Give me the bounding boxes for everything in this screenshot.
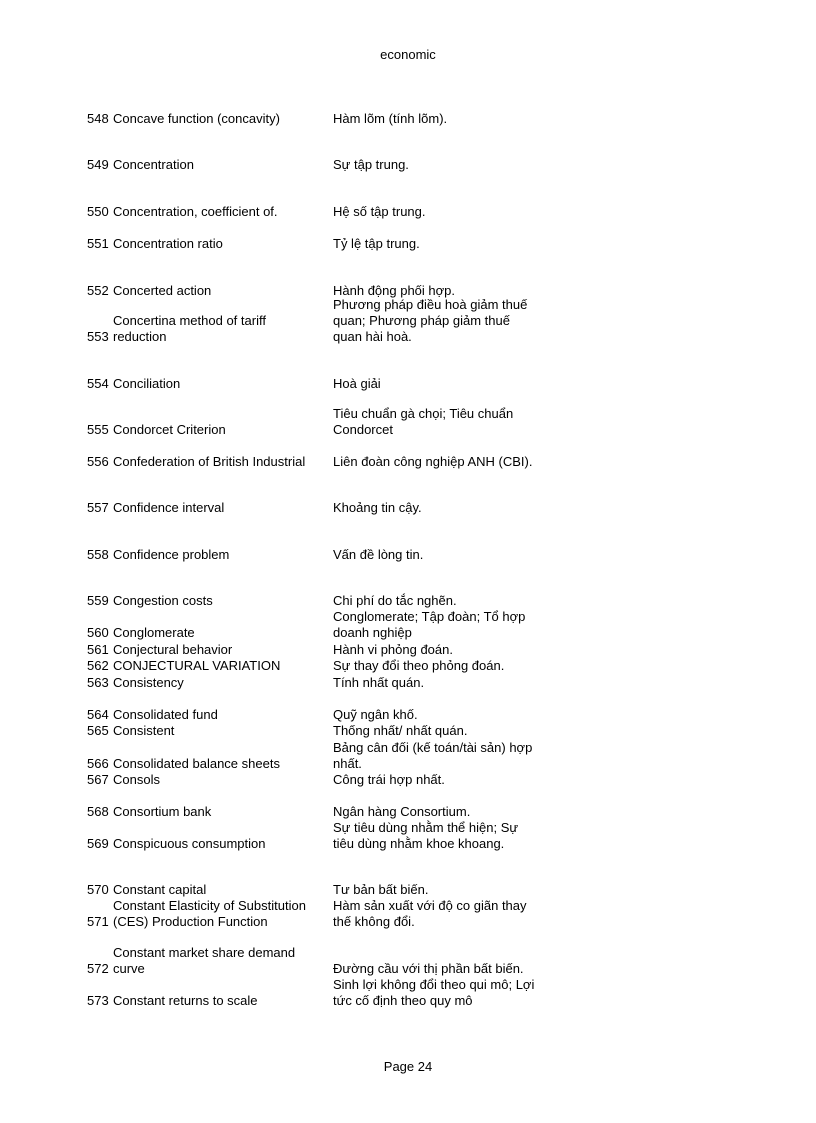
entry-term-line: Concentration, coefficient of.	[113, 204, 278, 219]
entry-translation	[333, 723, 555, 739]
entry-translation-line: Phương pháp điều hoà giảm thuế	[333, 297, 528, 312]
entry-translation-line: Công trái hợp nhất.	[333, 772, 445, 787]
entry-translation	[333, 500, 555, 516]
entry-term-line: Conjectural behavior	[113, 642, 233, 657]
entry-number: 559	[87, 593, 109, 608]
entry-term-line: Concentration	[113, 157, 194, 172]
page-footer: Page 24	[383, 1059, 433, 1074]
entry-number: 572	[87, 961, 109, 976]
entry-translation	[333, 977, 555, 1009]
entry-term	[113, 236, 325, 252]
entry-translation-line: Hoà giải	[333, 376, 381, 391]
entry-number: 569	[87, 836, 109, 851]
entry-number: 560	[87, 625, 109, 640]
entry-term-line: Consortium bank	[113, 804, 212, 819]
entry-term-line: Confidence problem	[113, 547, 230, 562]
entry-translation-line: Ngân hàng Consortium.	[333, 804, 471, 819]
entry-translation-line: Tiêu chuẩn gà chọi; Tiêu chuẩn	[333, 406, 514, 421]
entry-term-line: Confidence interval	[113, 500, 225, 515]
entry-term	[113, 882, 325, 898]
entry-term-line: Concentration ratio	[113, 236, 223, 251]
entry-term-line: Consistency	[113, 675, 184, 690]
entry-term-line: Consolidated balance sheets	[113, 756, 280, 771]
entry-translation	[333, 740, 555, 772]
entry-number: 549	[87, 157, 109, 172]
entry-term	[113, 157, 325, 173]
entry-translation	[333, 804, 555, 820]
entry-translation-line: Chi phí do tắc nghẽn.	[333, 593, 457, 608]
entry-translation-line: tức cố định theo quy mô	[333, 993, 473, 1008]
entry-term	[113, 111, 325, 127]
entry-number: 555	[87, 422, 109, 437]
entry-number: 550	[87, 204, 109, 219]
entry-term-line: curve	[113, 961, 145, 976]
entry-translation-line: doanh nghiệp	[333, 625, 412, 640]
entry-translation-line: Hàm sản xuất với độ co giãn thay	[333, 898, 527, 913]
entry-translation	[333, 675, 555, 691]
entry-term-line: Consols	[113, 772, 160, 787]
entry-translation-line: thế không đổi.	[333, 914, 415, 929]
entry-number: 562	[87, 658, 109, 673]
entry-number: 566	[87, 756, 109, 771]
entry-number: 551	[87, 236, 109, 251]
entry-translation-line: Sự thay đổi theo phỏng đoán.	[333, 658, 505, 673]
entry-translation-line: Bảng cân đối (kế toán/tài sản) hợp	[333, 740, 533, 755]
entry-translation	[333, 547, 555, 563]
entry-term-line: Consistent	[113, 723, 175, 738]
entry-term-line: CONJECTURAL VARIATION	[113, 658, 281, 673]
entry-term-line: Conciliation	[113, 376, 181, 391]
entry-translation-line: Liên đoàn công nghiệp ANH (CBI).	[333, 454, 533, 469]
entry-translation-line: Quỹ ngân khố.	[333, 707, 418, 722]
entry-term	[113, 642, 325, 658]
entry-number: 573	[87, 993, 109, 1008]
entry-translation	[333, 157, 555, 173]
entry-term	[113, 625, 325, 641]
entry-term	[113, 756, 325, 772]
entry-translation-line: Tỷ lệ tập trung.	[333, 236, 420, 251]
entry-number: 554	[87, 376, 109, 391]
entry-translation-line: quan; Phương pháp giảm thuế	[333, 313, 510, 328]
entry-term	[113, 836, 325, 852]
entry-term	[113, 593, 325, 609]
entry-translation	[333, 609, 555, 641]
entry-number: 553	[87, 329, 109, 344]
entry-term	[113, 993, 325, 1009]
entry-term-line: (CES) Production Function	[113, 914, 268, 929]
entry-number: 564	[87, 707, 109, 722]
entry-translation	[333, 376, 555, 392]
entry-translation	[333, 406, 555, 438]
entry-translation-line: nhất.	[333, 756, 362, 771]
entry-translation	[333, 961, 555, 977]
entry-translation	[333, 882, 555, 898]
entry-term	[113, 454, 325, 470]
entry-translation-line: Sinh lợi không đổi theo qui mô; Lợi	[333, 977, 535, 992]
entry-translation-line: Hành vi phỏng đoán.	[333, 642, 453, 657]
entry-term	[113, 723, 325, 739]
entry-translation	[333, 297, 555, 345]
entry-term-line: Concertina method of tariff	[113, 313, 266, 328]
entry-number: 548	[87, 111, 109, 126]
entry-number: 563	[87, 675, 109, 690]
entry-translation	[333, 454, 555, 470]
entry-translation-line: Tính nhất quán.	[333, 675, 425, 690]
entry-term	[113, 772, 325, 788]
entry-term	[113, 376, 325, 392]
entry-term	[113, 500, 325, 516]
entry-term-line: Conglomerate	[113, 625, 195, 640]
entry-translation-line: Hệ số tập trung.	[333, 204, 426, 219]
entry-translation-line: Sự tiêu dùng nhằm thể hiện; Sự	[333, 820, 519, 835]
entry-term-line: Congestion costs	[113, 593, 213, 608]
entry-translation-line: Conglomerate; Tập đoàn; Tổ hợp	[333, 609, 526, 624]
entry-term	[113, 898, 325, 930]
entry-term	[113, 313, 325, 345]
entry-translation-line: Hàm lõm (tính lõm).	[333, 111, 448, 126]
entry-term-line: Constant Elasticity of Substitution	[113, 898, 306, 913]
entry-translation	[333, 772, 555, 788]
entry-term	[113, 547, 325, 563]
entry-translation-line: Khoảng tin cậy.	[333, 500, 422, 515]
entry-term	[113, 804, 325, 820]
entry-term-line: Confederation of British Industrial	[113, 454, 306, 469]
entry-translation-line: tiêu dùng nhằm khoe khoang.	[333, 836, 505, 851]
entry-translation	[333, 820, 555, 852]
entry-translation	[333, 593, 555, 609]
entry-term	[113, 707, 325, 723]
entry-term	[113, 422, 325, 438]
entry-number: 565	[87, 723, 109, 738]
entry-translation-line: Đường cầu với thị phần bất biến.	[333, 961, 524, 976]
entry-term-line: Conspicuous consumption	[113, 836, 266, 851]
entry-number: 571	[87, 914, 109, 929]
entry-term-line: Concerted action	[113, 283, 212, 298]
entry-translation	[333, 658, 555, 674]
entry-translation-line: Condorcet	[333, 422, 393, 437]
entry-term-line: Constant returns to scale	[113, 993, 258, 1008]
entry-translation-line: Sự tập trung.	[333, 157, 409, 172]
entry-translation-line: Tư bản bất biến.	[333, 882, 429, 897]
entry-number: 570	[87, 882, 109, 897]
entry-term-line: Concave function (concavity)	[113, 111, 280, 126]
entry-translation	[333, 204, 555, 220]
entry-term	[113, 204, 325, 220]
entry-term-line: Consolidated fund	[113, 707, 218, 722]
entry-translation-line: Hành động phối hợp.	[333, 283, 456, 298]
entry-number: 567	[87, 772, 109, 787]
entry-term	[113, 283, 325, 299]
entry-term-line: reduction	[113, 329, 167, 344]
entry-term	[113, 658, 325, 674]
entry-term	[113, 945, 325, 977]
entry-number: 556	[87, 454, 109, 469]
entry-translation	[333, 707, 555, 723]
entry-translation	[333, 642, 555, 658]
entry-translation	[333, 898, 555, 930]
page-header: economic	[380, 47, 436, 62]
entry-term	[113, 675, 325, 691]
entry-number: 557	[87, 500, 109, 515]
entry-translation-line: Vấn đề lòng tin.	[333, 547, 424, 562]
entry-translation	[333, 236, 555, 252]
entry-translation-line: quan hài hoà.	[333, 329, 412, 344]
entry-term-line: Constant capital	[113, 882, 207, 897]
entry-number: 558	[87, 547, 109, 562]
entry-term-line: Constant market share demand	[113, 945, 296, 960]
entry-translation	[333, 111, 555, 127]
entry-number: 561	[87, 642, 109, 657]
entry-translation-line: Thống nhất/ nhất quán.	[333, 723, 468, 738]
entry-number: 552	[87, 283, 109, 298]
entry-number: 568	[87, 804, 109, 819]
entry-term-line: Condorcet Criterion	[113, 422, 226, 437]
